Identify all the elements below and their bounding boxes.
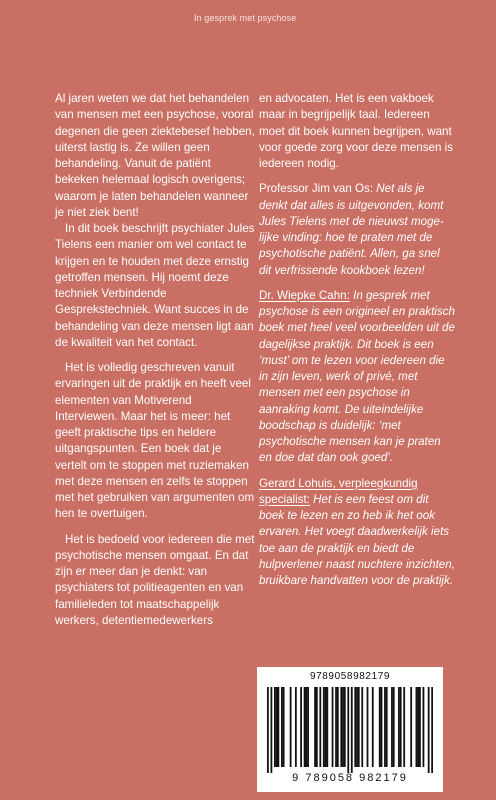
barcode-bar: [323, 687, 325, 767]
barcode-bar: [340, 687, 342, 767]
barcode-bar: [335, 687, 337, 767]
left-column: [55, 91, 255, 629]
barcode-bar: [283, 687, 285, 767]
barcode-bar: [419, 687, 421, 767]
barcode-bar: [403, 687, 405, 767]
review-lohuis: [259, 476, 455, 590]
right-column: [259, 91, 455, 589]
reviewer-name: Dr. Wiepke Cahn:: [259, 288, 350, 302]
review-cahn: [259, 288, 455, 467]
review-text: In gesprek met psychose is een origineel en praktisch boek met heel veel voorbeelden uit de dagelijkse praktijk. Dit boek is een ‘must’ om te lezen voor iedereen die in zijn leven, werk of privé, met mensen met een psychose in aanraking komt. De uiteindelijke boodschap is duidelijk: ‘met psychotische mensen kan je praten en doe dat dan ook goed’.: [259, 288, 455, 465]
barcode-bar: [393, 687, 395, 767]
reviewer-name: Gerard Lohuis, verpleegkundig specialist:: [259, 476, 418, 506]
blurb-paragraph-4: Het is bedoeld voor iedereen die met psychotische mensen omgaat. En dat zijn er meer dan je denkt: van psychiaters tot politieagenten en van familieleden tot maatschappelijk werkers, detentiemedewerkers: [55, 532, 255, 627]
blurb-paragraph-2: In dit boek beschrijft psychiater Jules Tielens een manier om wel contact te krijgen en te houden met deze ernstig getroffen mensen. Hij noemt deze techniek Verbindende Gesprekstechniek. Want succes in de behandeling van deze mensen ligt aan de kwaliteit van het contact.: [55, 222, 255, 349]
barcode-bar: [319, 687, 321, 767]
barcode-bar: [386, 687, 388, 767]
isbn-number-top: 9789058982179: [309, 671, 391, 682]
barcode-bar: [344, 687, 346, 767]
barcode-bar: [332, 687, 334, 767]
barcode-bar: [307, 687, 309, 767]
barcode-bar: [431, 687, 433, 773]
barcode-bar: [277, 687, 279, 767]
barcode-bar: [361, 687, 363, 767]
barcode-bar: [342, 687, 344, 767]
barcode-bar: [384, 687, 386, 767]
blurb-continuation: en advocaten. Het is een vakboek maar in begrijpelijk taal. Iedereen moet dit boek kunnen begrijpen, want voor goede zorg voor deze mensen is iedereen nodig.: [259, 92, 453, 170]
isbn-barcode: [257, 667, 443, 792]
blurb-paragraph-3: Het is volledig geschreven vanuit ervaringen uit de praktijk en heeft veel elementen van Motiverend Interviewen. Maar het is meer: het geeft praktische tips en heldere uitgangspunten. Een boek dat je vertelt om te stoppen met ruziemaken met deze mensen en zelfs te stoppen met het gebruiken van argumenten om hen te overtuigen.: [55, 361, 255, 521]
barcode-bar: [417, 687, 419, 767]
reviewer-name: Professor Jim van Os:: [259, 182, 374, 196]
review-text: Het is een feest om dit boek te lezen en zo heb ik het ook ervaren. Het voegt daadwerkelijk iets toe aan de praktijk en biedt de hulpverlener naast nuchtere inzichten, bruikbare handvatten voor de praktijk.: [259, 492, 455, 587]
barcode-bar: [416, 687, 418, 767]
blurb-paragraph-1: Al jaren weten we dat het behandelen van mensen met een psychose, vooral degenen die geen ziektebesef hebben, uiterst lastig is. Ze willen geen behandeling. Vanuit de patiënt bekeken helemaal logisch overigens; waarom je laten behandelen wanneer je niet ziek bent!: [55, 92, 255, 219]
barcode-bar: [381, 687, 383, 767]
barcode-bar: [347, 687, 349, 773]
barcode-bar: [398, 687, 400, 767]
barcode-bar: [354, 687, 356, 767]
barcode-bar: [337, 687, 339, 767]
barcode-bar: [410, 687, 412, 767]
barcode-bar: [281, 687, 283, 767]
barcode-bar: [304, 687, 306, 767]
barcode-bar: [367, 687, 369, 767]
barcode-bar: [300, 687, 302, 767]
barcode-bar: [428, 687, 430, 773]
barcode-bar: [358, 687, 360, 767]
barcode-bar: [274, 687, 276, 767]
barcode-bar: [314, 687, 316, 767]
barcode-bar: [290, 687, 292, 767]
barcode-bar: [276, 687, 278, 767]
barcode-bar: [356, 687, 358, 767]
barcode-bar: [351, 687, 353, 773]
barcode-icon: [267, 687, 433, 773]
barcode-bar: [423, 687, 425, 767]
review-text: Net als je denkt dat alles is uitgevonden, komt Jules Tielens met de nieuwst mogelijke vinding: hoe te praten met de psychotische patiënt. Allen, ga snel dit verfrissende kookboek lezen!: [259, 182, 444, 277]
barcode-bar: [270, 687, 272, 773]
barcode-bar: [316, 687, 318, 767]
barcode-bar: [326, 687, 328, 767]
review-van-os: [259, 181, 455, 279]
series-title: In gesprek met psychose: [194, 13, 297, 23]
isbn-number-bottom: 9 789058 982179: [292, 772, 408, 784]
barcode-bar: [305, 687, 307, 767]
barcode-bar: [267, 687, 269, 773]
barcode-bar: [325, 687, 327, 767]
barcode-bar: [372, 687, 374, 767]
barcode-bar: [400, 687, 402, 767]
barcode-bar: [391, 687, 393, 767]
barcode-bar: [295, 687, 297, 767]
barcode-bar: [379, 687, 381, 767]
